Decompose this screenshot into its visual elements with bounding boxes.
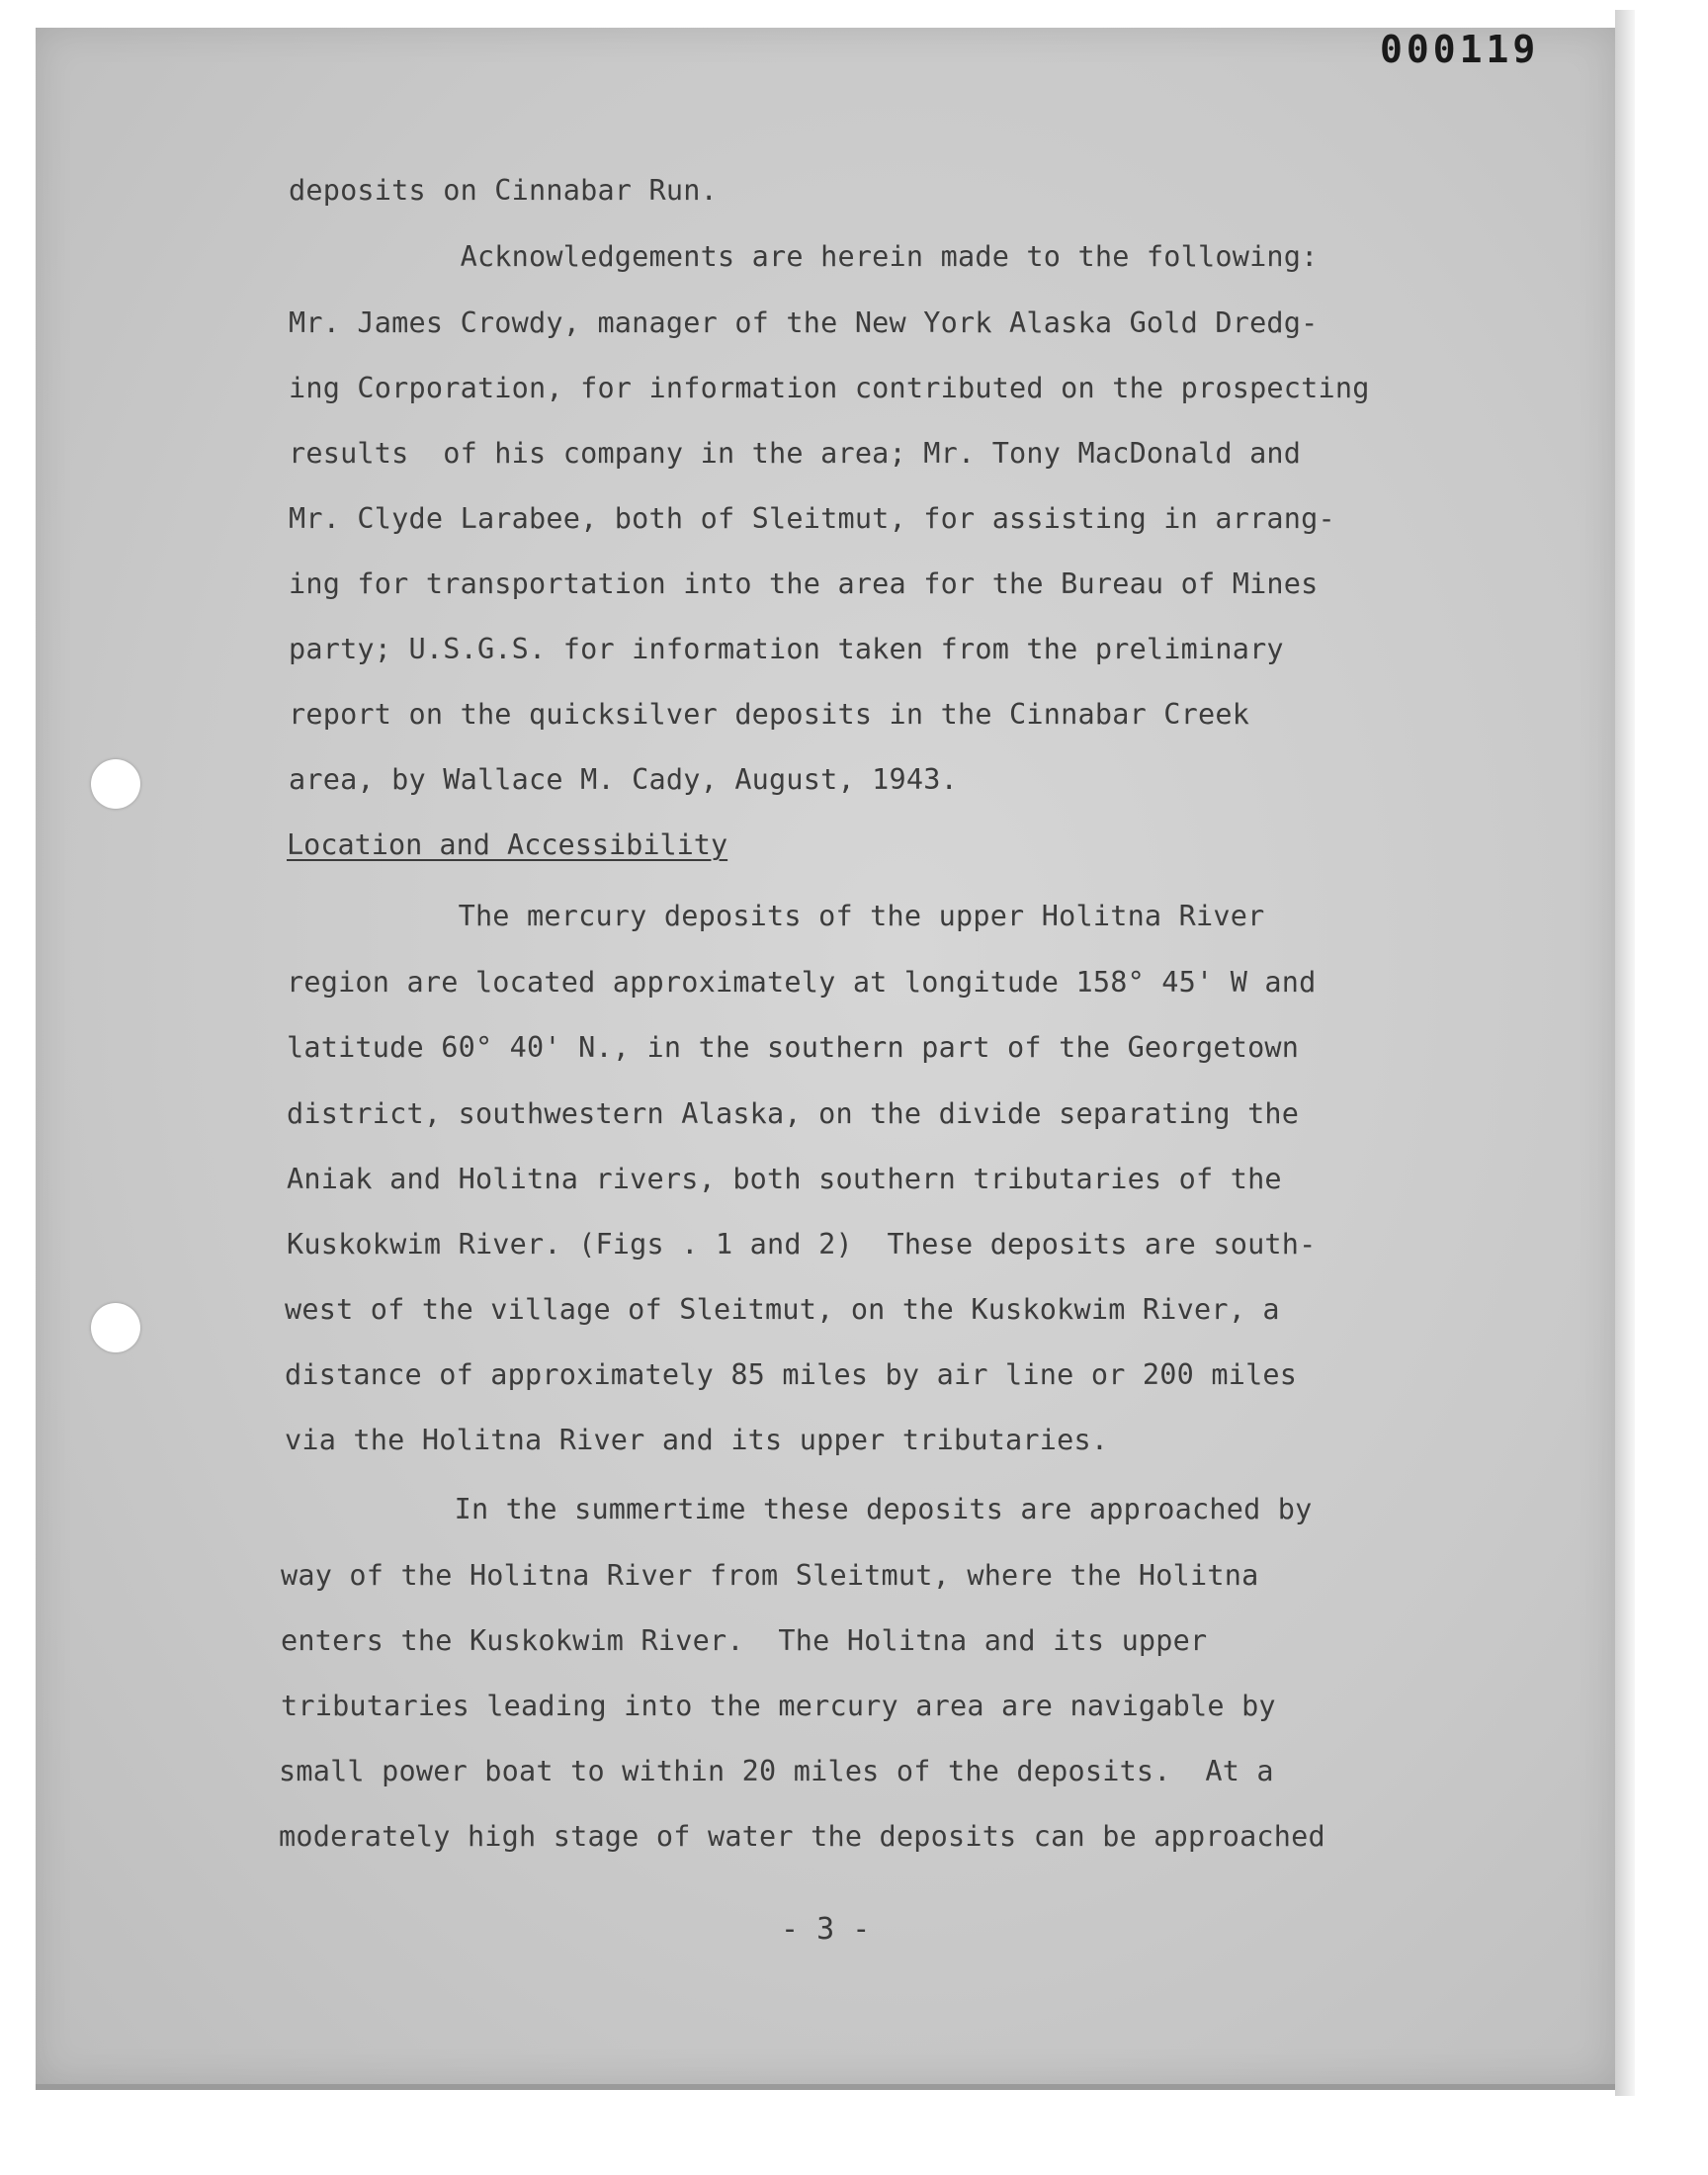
text-line: west of the village of Sleitmut, on the Kuskokwim River, a xyxy=(285,1293,1280,1326)
text-line: ing Corporation, for information contributed on the prospecting xyxy=(289,372,1370,404)
text-line: ing for transportation into the area for the Bureau of Mines xyxy=(289,567,1319,600)
document-id-number: 000119 xyxy=(1380,28,1540,71)
page-footer-number: - 3 - xyxy=(781,1912,871,1947)
text-line: small power boat to within 20 miles of the deposits. At a xyxy=(279,1755,1274,1787)
text-line: via the Holitna River and its upper tributaries. xyxy=(285,1424,1109,1456)
page-bottom-edge xyxy=(36,2084,1615,2090)
text-line: The mercury deposits of the upper Holitna River xyxy=(287,900,1265,932)
text-line: report on the quicksilver deposits in the Cinnabar Creek xyxy=(289,698,1250,731)
text-line: Acknowledgements are herein made to the following: xyxy=(289,240,1319,273)
punch-hole xyxy=(91,759,140,809)
text-line: region are located approximately at longitude 158° 45' W and xyxy=(287,966,1317,999)
punch-hole xyxy=(91,1303,140,1352)
text-line: Mr. Clyde Larabee, both of Sleitmut, for assisting in arrang- xyxy=(289,502,1335,535)
text-line: district, southwestern Alaska, on the divide separating the xyxy=(287,1097,1300,1130)
page-side-shadow xyxy=(1615,10,1635,2096)
text-line: Mr. James Crowdy, manager of the New York Alaska Gold Dredg- xyxy=(289,306,1319,339)
text-line: tributaries leading into the mercury area are navigable by xyxy=(281,1690,1276,1722)
text-line: results of his company in the area; Mr. Tony MacDonald and xyxy=(289,437,1302,470)
section-heading: Location and Accessibility xyxy=(287,828,728,861)
text-line: way of the Holitna River from Sleitmut, where the Holitna xyxy=(281,1559,1259,1592)
text-line: enters the Kuskokwim River. The Holitna and its upper xyxy=(281,1624,1208,1657)
text-line: party; U.S.G.S. for information taken from the preliminary xyxy=(289,633,1284,665)
text-line: deposits on Cinnabar Run. xyxy=(289,174,718,207)
text-line: Aniak and Holitna rivers, both southern tributaries of the xyxy=(287,1163,1282,1195)
text-line: In the summertime these deposits are approached by xyxy=(283,1493,1313,1525)
text-line: moderately high stage of water the deposits can be approached xyxy=(279,1820,1325,1853)
text-line: distance of approximately 85 miles by air line or 200 miles xyxy=(285,1358,1298,1391)
text-line: area, by Wallace M. Cady, August, 1943. xyxy=(289,763,958,796)
text-line: latitude 60° 40' N., in the southern part of the Georgetown xyxy=(287,1031,1300,1064)
text-line: Kuskokwim River. (Figs . 1 and 2) These deposits are south- xyxy=(287,1228,1317,1261)
